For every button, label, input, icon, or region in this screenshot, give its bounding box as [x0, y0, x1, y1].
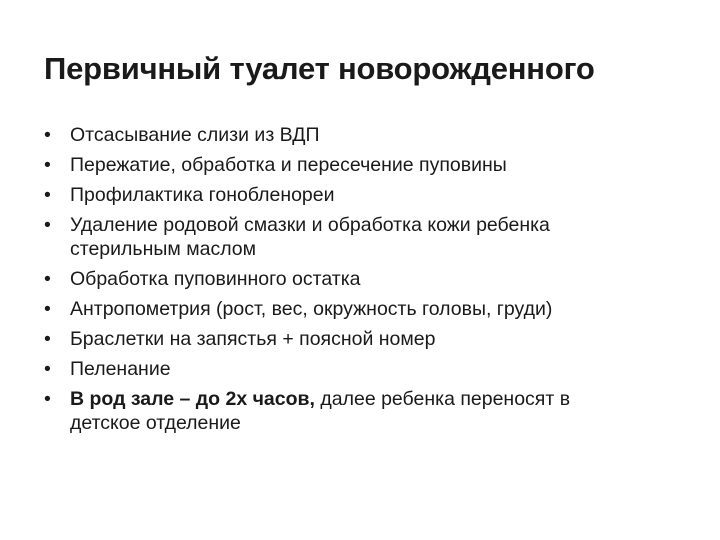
bullet-text: Браслетки на запястья + поясной номер	[70, 328, 436, 350]
bullet-dot-icon: •	[44, 154, 51, 176]
bullet-item-skin-care	[44, 213, 684, 261]
bullet-dot-icon: •	[44, 358, 51, 380]
bullet-dot-icon: •	[44, 124, 51, 146]
bullet-item-stump-care	[44, 267, 684, 291]
bullet-item-swaddling	[44, 357, 684, 381]
bullet-text: Пеленание	[70, 358, 171, 380]
bullet-text: Антропометрия (рост, вес, окружность головы, груди)	[70, 298, 553, 320]
bullet-dot-icon: •	[44, 268, 51, 290]
bullet-dot-icon: •	[44, 214, 51, 236]
bullet-dot-icon: •	[44, 184, 51, 206]
bullet-text: Удаление родовой смазки и обработка кожи ребенка	[70, 214, 550, 236]
bullet-text: Отсасывание слизи из ВДП	[70, 124, 320, 146]
bullet-dot-icon: •	[44, 328, 51, 350]
bullet-dot-icon: •	[44, 388, 51, 410]
bullet-dot-icon: •	[44, 298, 51, 320]
bullet-item-anthropometry	[44, 297, 684, 321]
bullet-text-bold: В род зале – до 2х часов,	[70, 388, 315, 410]
bullet-item-delivery-room	[44, 387, 684, 435]
bullet-list	[44, 123, 684, 441]
bullet-text-regular: далее ребенка переносят в	[314, 388, 571, 410]
bullet-text: Пережатие, обработка и пересечение пуповины	[70, 154, 507, 176]
bullet-item-suction	[44, 123, 684, 147]
bullet-item-prophylaxis	[44, 183, 684, 207]
slide-title: Первичный туалет новорожденного	[44, 51, 595, 86]
bullet-item-cord-clamping	[44, 153, 684, 177]
bullet-text: Профилактика гонобленореи	[70, 184, 335, 206]
bullet-text-continuation: детское отделение	[70, 412, 241, 434]
bullet-text	[70, 387, 684, 411]
bullet-text-continuation: стерильным маслом	[70, 238, 257, 260]
bullet-text: Обработка пуповинного остатка	[70, 268, 361, 290]
bullet-item-bracelets	[44, 327, 684, 351]
